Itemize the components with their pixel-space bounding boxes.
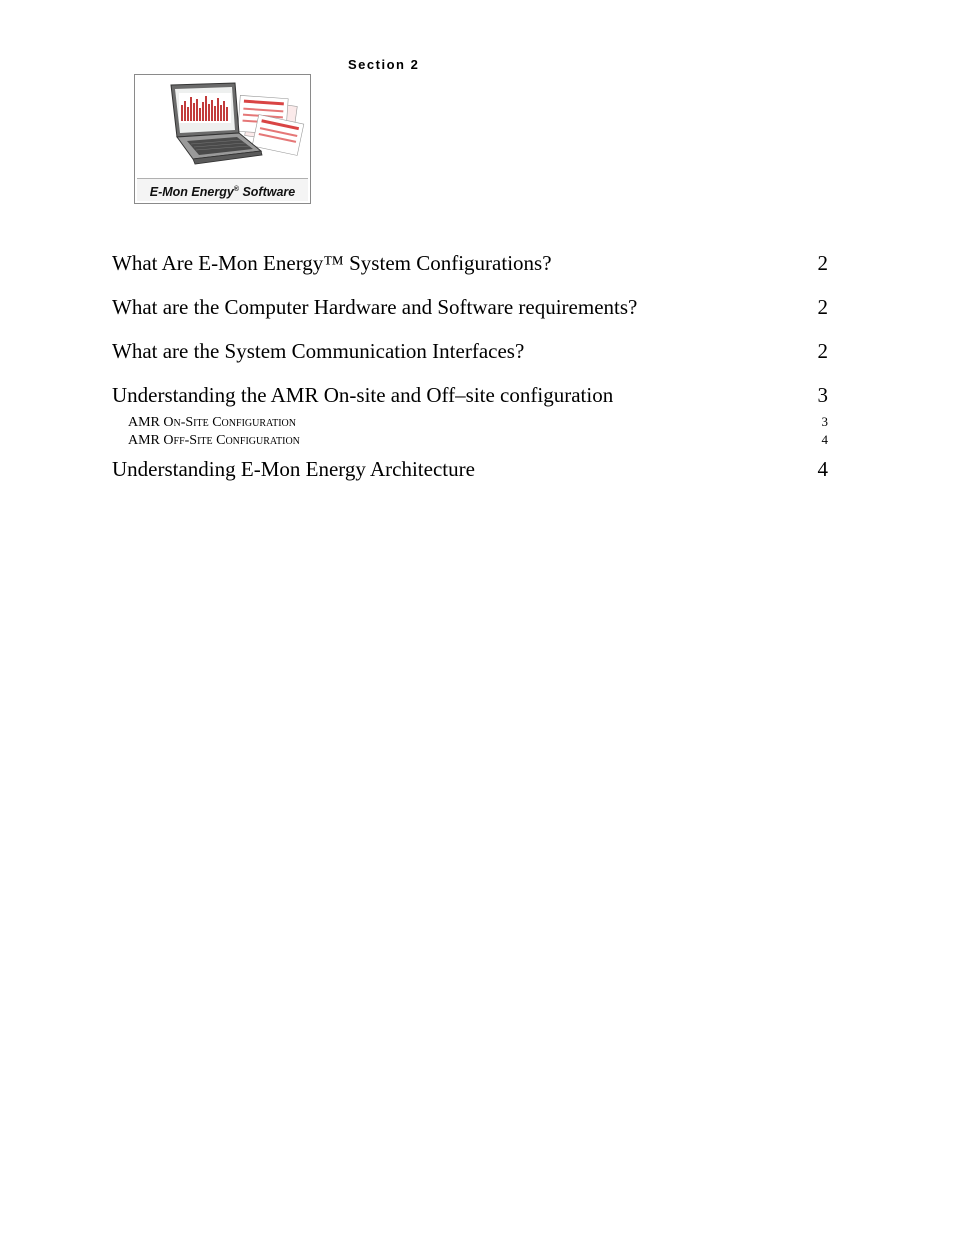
toc-entry-page: 4 xyxy=(817,457,828,481)
toc-entry[interactable] xyxy=(112,293,828,321)
toc-subentry[interactable] xyxy=(112,431,828,449)
toc-entry-title: What Are E-Mon Energy™ System Configurations? xyxy=(112,251,552,275)
toc-entry[interactable] xyxy=(112,455,828,483)
toc-subentry-page: 3 xyxy=(821,414,828,429)
table-of-contents xyxy=(112,249,828,499)
toc-entry-page: 3 xyxy=(817,383,828,407)
toc-entry-title: What are the System Communication Interfaces? xyxy=(112,339,525,363)
software-logo xyxy=(134,74,311,204)
toc-subentry-title: AMR Off-Site Configuration xyxy=(128,433,300,448)
toc-entry[interactable] xyxy=(112,249,828,277)
section-label: Section 2 xyxy=(348,57,420,72)
toc-entry-title: What are the Computer Hardware and Software requirements? xyxy=(112,295,638,319)
toc-entry[interactable] xyxy=(112,381,828,409)
toc-subentry[interactable] xyxy=(112,413,828,431)
toc-entry-title: Understanding the AMR On-site and Off–site configuration xyxy=(112,383,614,407)
toc-entry-page: 2 xyxy=(817,295,828,319)
toc-subentry-title: AMR On-Site Configuration xyxy=(128,415,297,430)
toc-subentries xyxy=(112,413,828,449)
laptop-illustration-icon xyxy=(135,75,311,181)
toc-entry-page: 2 xyxy=(817,339,828,363)
toc-entry-page: 2 xyxy=(817,251,828,275)
toc-entry[interactable] xyxy=(112,337,828,365)
toc-subentry-page: 4 xyxy=(821,432,828,447)
logo-caption: E-Mon Energy® Software xyxy=(137,178,308,201)
toc-entry-title: Understanding E-Mon Energy Architecture xyxy=(112,457,475,481)
